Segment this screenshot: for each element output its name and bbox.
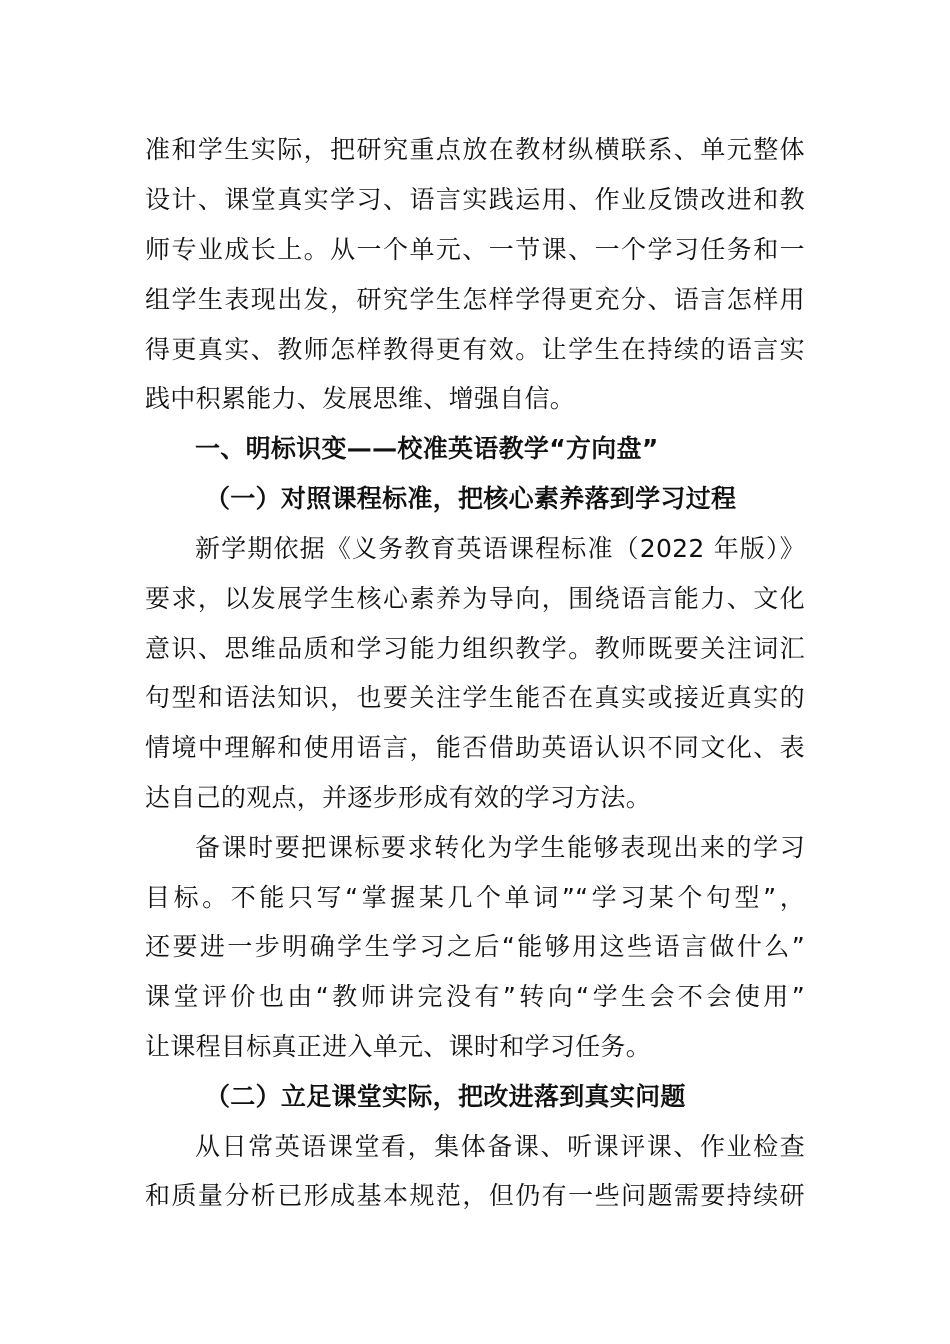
body-text-line: 还要进一步明确学生学习之后“能够用这些语言做什么” bbox=[145, 932, 805, 961]
body-text-line: 设计、课堂真实学习、语言实践运用、作业反馈改进和教 bbox=[145, 185, 805, 214]
body-text-line: 得更真实、教师怎样教得更有效。让学生在持续的语言实 bbox=[145, 335, 805, 364]
subsection-heading: （二）立足课堂实际，把改进落到真实问题 bbox=[205, 1082, 686, 1111]
body-text-line: 情境中理解和使用语言，能否借助英语认识不同文化、表 bbox=[145, 733, 805, 762]
body-text-line: 准和学生实际，把研究重点放在教材纵横联系、单元整体 bbox=[145, 135, 805, 164]
body-text-line: 要求，以发展学生核心素养为导向，围绕语言能力、文化 bbox=[145, 584, 805, 613]
body-text-line: 新学期依据《义务教育英语课程标准（2022 年版）》 bbox=[195, 534, 805, 563]
body-text-line: 达自己的观点，并逐步形成有效的学习方法。 bbox=[145, 783, 652, 812]
body-text-line: 课堂评价也由“教师讲完没有”转向“学生会不会使用” bbox=[145, 982, 805, 1011]
section-heading: 一、明标识变——校准英语教学“方向盘” bbox=[195, 434, 659, 463]
body-text-line: 让课程目标真正进入单元、课时和学习任务。 bbox=[145, 1032, 652, 1061]
body-text-line: 践中积累能力、发展思维、增强自信。 bbox=[145, 384, 576, 413]
body-text-line: 备课时要把课标要求转化为学生能够表现出来的学习 bbox=[195, 833, 805, 862]
body-text-line: 意识、思维品质和学习能力组织教学。教师既要关注词汇 bbox=[145, 634, 805, 663]
body-text-line: 目标。不能只写“掌握某几个单词”“学习某个句型”， bbox=[145, 883, 805, 912]
subsection-heading: （一）对照课程标准，把核心素养落到学习过程 bbox=[205, 484, 737, 513]
body-text-line: 和质量分析已形成基本规范，但仍有一些问题需要持续研 bbox=[145, 1181, 805, 1210]
body-text-line: 句型和语法知识，也要关注学生能否在真实或接近真实的 bbox=[145, 683, 805, 712]
body-text-line: 从日常英语课堂看，集体备课、听课评课、作业检查 bbox=[195, 1132, 805, 1161]
body-text-line: 组学生表现出发，研究学生怎样学得更充分、语言怎样用 bbox=[145, 285, 805, 314]
body-text-line: 师专业成长上。从一个单元、一节课、一个学习任务和一 bbox=[145, 235, 805, 264]
